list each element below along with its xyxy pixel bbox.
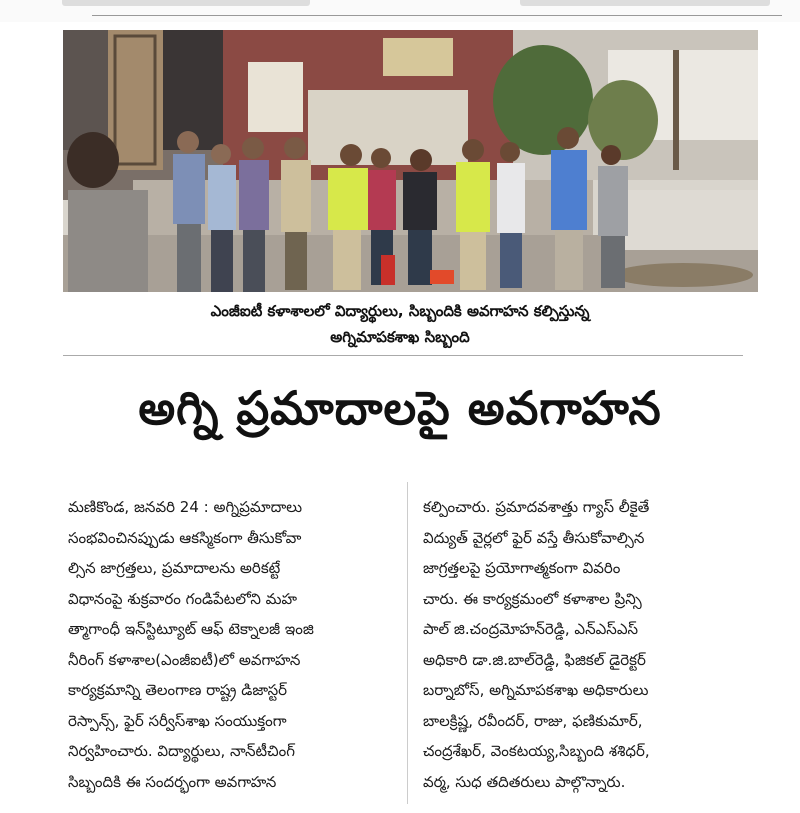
article-line: అధికారి డా.జి.బాల్‌రెడ్డి, ఫిజికల్ డైరెక్టర్ xyxy=(423,650,646,669)
headline: అగ్ని ప్రమాదాలపై అవగాహన xyxy=(138,381,662,435)
article-line: నీరింగ్ కళాశాల(ఎంజీఐటీ)లో అవగాహన xyxy=(68,650,301,669)
news-photo xyxy=(63,30,758,292)
article-column-left xyxy=(68,492,408,797)
article-line: ల్సిన జాగ్రత్తలు, ప్రమాదాలను అరికట్టే xyxy=(68,559,281,577)
top-strip xyxy=(0,0,800,22)
caption-line: ఎంజీఐటీ కళాశాలలో విద్యార్థులు, సిబ్బందికి అవగాహన కల్పిస్తున్న xyxy=(210,302,590,320)
article-line: విధానంపై శుక్రవారం గండిపేటలోని మహ xyxy=(68,589,298,608)
top-rule xyxy=(92,15,782,16)
article-column-right xyxy=(423,492,763,797)
previous-article-fragment xyxy=(62,0,310,6)
previous-article-fragment xyxy=(520,0,770,6)
article-line: మణికొండ, జనవరి 24 : అగ్నిప్రమాదాలు xyxy=(68,498,303,516)
article-line: చారు. ఈ కార్యక్రమంలో కళాశాల ప్రిన్సి xyxy=(423,589,642,608)
photo-caption xyxy=(40,298,760,350)
article-line: జాగ్రత్తలపై ప్రయోగాత్మకంగా వివరిం xyxy=(423,559,621,577)
article-line: వర్మ, సుధ తదితరులు పాల్గొన్నారు. xyxy=(423,772,626,791)
article-line: చంద్రశేఖర్, వెంకటయ్య,సిబ్బంది శశిధర్, xyxy=(423,742,650,760)
article-line: బర్నాబోస్, అగ్నిమాపకశాఖ అధికారులు xyxy=(423,681,649,699)
article-line: నిర్వహించారు. విద్యార్థులు, నాన్‌టీచింగ్ xyxy=(68,742,295,760)
article-line: బాలక్రిష్ణ, రవీందర్, రాజు, ఫణికుమార్, xyxy=(423,711,643,730)
article-line: త్మాగాంధీ ఇన్‌స్టిట్యూట్ ఆఫ్ టెక్నాలజీ ఇంజి xyxy=(68,620,314,638)
article-line: విద్యుత్ వైర్లలో ఫైర్ వస్తే తీసుకోవాల్సిన xyxy=(423,528,645,547)
article-line: సిబ్బందికి ఈ సందర్భంగా అవగాహన xyxy=(68,772,277,791)
separator-line xyxy=(63,355,743,356)
article-line: రెస్పాన్స్, ఫైర్ సర్వీస్‌శాఖ సంయుక్తంగా xyxy=(68,711,287,730)
article-line: పాల్ జి.చంద్రమోహన్‌రెడ్డి, ఎన్ఎస్ఎస్ xyxy=(423,620,639,638)
article-line: కార్యక్రమాన్ని తెలంగాణ రాష్ట్ర డిజాస్టర్ xyxy=(68,681,287,699)
article-line: సంభవించినప్పుడు ఆకస్మికంగా తీసుకోవా xyxy=(68,528,302,547)
caption-line: అగ్నిమాపకశాఖ సిబ్బంది xyxy=(330,328,470,346)
article-line: కల్పించారు. ప్రమాదవశాత్తు గ్యాస్ లీకైతే xyxy=(423,498,650,516)
column-divider xyxy=(407,482,408,804)
